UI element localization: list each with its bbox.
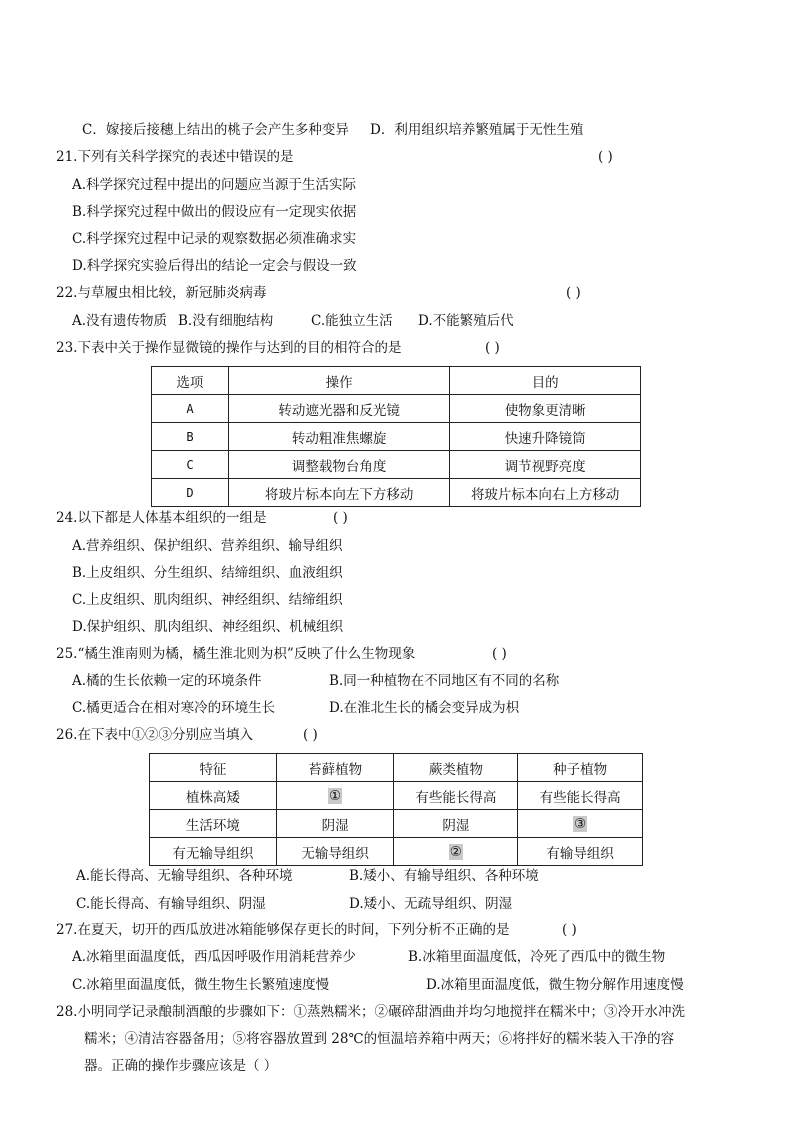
table-cell: 有输导组织 xyxy=(518,838,643,866)
table-row xyxy=(152,423,641,451)
table-header-cell: 种子植物 xyxy=(518,754,643,782)
q23-table xyxy=(151,366,641,507)
q24-option-b: B.上皮组织、分生组织、结缔组织、血液组织 xyxy=(72,565,343,581)
q20-option-c: C．嫁接后接穗上结出的桃子会产生多种变异 xyxy=(82,122,349,138)
table-cell: 阴湿 xyxy=(276,810,394,838)
table-cell: 阴湿 xyxy=(394,810,518,838)
q24-option-d: D.保护组织、肌肉组织、神经组织、机械组织 xyxy=(72,619,344,635)
q26-answer-bracket: ( ) xyxy=(303,727,318,743)
q26-option-c: C.能长得高、有输导组织、阴湿 xyxy=(76,896,266,912)
table-cell: A xyxy=(152,395,229,423)
q27-option-d: D.冰箱里面温度低，微生物分解作用速度慢 xyxy=(426,977,684,993)
table-cell: 将玻片标本向右上方移动 xyxy=(450,479,641,507)
table-row xyxy=(152,395,641,423)
q27-option-b: B.冰箱里面温度低，冷死了西瓜中的微生物 xyxy=(408,949,666,965)
table-cell xyxy=(276,782,394,810)
q25-stem: 25.“橘生淮南则为橘，橘生淮北则为枳”反映了什么生物现象 xyxy=(56,646,416,662)
q23-answer-bracket: ( ) xyxy=(485,340,500,356)
table-cell: 无输导组织 xyxy=(276,838,394,866)
q24-answer-bracket: ( ) xyxy=(333,510,348,526)
q21-option-d: D.科学探究实验后得出的结论一定会与假设一致 xyxy=(72,258,357,274)
table-cell: 将玻片标本向左下方移动 xyxy=(228,479,450,507)
table-header-cell: 操作 xyxy=(228,367,450,395)
q26-option-b: B.矮小、有输导组织、各种环境 xyxy=(349,868,539,884)
table-cell: 转动粗准焦螺旋 xyxy=(228,423,450,451)
q22-option-d: D.不能繁殖后代 xyxy=(418,313,514,329)
q26-option-d: D.矮小、无疏导组织、阴湿 xyxy=(349,896,513,912)
table-row xyxy=(152,451,641,479)
q25-option-b: B.同一种植物在不同地区有不同的名称 xyxy=(329,673,560,689)
q25-answer-bracket: ( ) xyxy=(492,646,507,662)
q27-option-a: A.冰箱里面温度低，西瓜因呼吸作用消耗营养少 xyxy=(72,949,357,965)
table-cell: C xyxy=(152,451,229,479)
table-header-row xyxy=(152,367,641,395)
table-cell: 转动遮光器和反光镜 xyxy=(228,395,450,423)
q22-option-b: B.没有细胞结构 xyxy=(178,313,274,329)
table-cell xyxy=(518,810,643,838)
table-cell: 调节视野亮度 xyxy=(450,451,641,479)
q22-answer-bracket: ( ) xyxy=(566,285,581,301)
table-header-row xyxy=(150,754,643,782)
q28-line-1: 28.小明同学记录酿制酒酿的步骤如下：①蒸熟糯米；②碾碎甜酒曲并均匀地搅拌在糯米中；③冷开水冲洗 xyxy=(56,1004,685,1020)
table-cell: B xyxy=(152,423,229,451)
table-header-cell: 目的 xyxy=(450,367,641,395)
table-cell: 植株高矮 xyxy=(150,782,277,810)
table-header-cell: 苔藓植物 xyxy=(276,754,394,782)
table-header-cell: 选项 xyxy=(152,367,229,395)
q24-option-a: A.营养组织、保护组织、营养组织、输导组织 xyxy=(72,538,343,554)
table-cell: 快速升降镜筒 xyxy=(450,423,641,451)
table-cell: 有些能长得高 xyxy=(518,782,643,810)
q27-stem: 27.在夏天，切开的西瓜放进冰箱能够保存更长的时间，下列分析不正确的是 xyxy=(56,922,510,938)
table-row xyxy=(150,782,643,810)
q25-option-c: C.橘更适合在相对寒冷的环境生长 xyxy=(72,700,276,716)
q21-answer-bracket: ( ) xyxy=(598,149,613,165)
table-row xyxy=(150,810,643,838)
q26-option-a: A.能长得高、无输导组织、各种环境 xyxy=(76,868,293,884)
table-cell xyxy=(394,838,518,866)
table-row xyxy=(150,838,643,866)
table-header-cell: 蕨类植物 xyxy=(394,754,518,782)
q25-option-d: D.在淮北生长的橘会变异成为枳 xyxy=(329,700,520,716)
q22-option-a: A.没有遗传物质 xyxy=(72,313,168,329)
table-cell: 使物象更清晰 xyxy=(450,395,641,423)
table-cell: 生活环境 xyxy=(150,810,277,838)
q21-option-a: A.科学探究过程中提出的问题应当源于生活实际 xyxy=(72,177,357,193)
q23-stem: 23.下表中关于操作显微镜的操作与达到的目的相符合的是 xyxy=(56,340,402,356)
q24-option-c: C.上皮组织、肌肉组织、神经组织、结缔组织 xyxy=(72,592,343,608)
table-cell: 有些能长得高 xyxy=(394,782,518,810)
table-cell: 有无输导组织 xyxy=(150,838,277,866)
q21-stem: 21.下列有关科学探究的表述中错误的是 xyxy=(56,149,294,165)
q28-line-3: 器。正确的操作步骤应该是（ ） xyxy=(84,1058,278,1074)
blank-marker: ③ xyxy=(574,815,587,832)
q25-option-a: A.橘的生长依赖一定的环境条件 xyxy=(72,673,262,689)
q28-line-2: 糯米；④清洁容器备用；⑤将容器放置到 28℃的恒温培养箱中两天；⑥将拌好的糯米装入干净的容 xyxy=(84,1031,675,1047)
table-row xyxy=(152,479,641,507)
q21-option-c: C.科学探究过程中记录的观察数据必须准确求实 xyxy=(72,231,357,247)
q26-stem: 26.在下表中①②③分别应当填入 xyxy=(56,727,253,743)
q27-option-c: C.冰箱里面温度低，微生物生长繁殖速度慢 xyxy=(72,977,330,993)
q21-option-b: B.科学探究过程中做出的假设应有一定现实依据 xyxy=(72,204,357,220)
q26-table xyxy=(149,753,643,866)
q22-option-c: C.能独立生活 xyxy=(311,313,393,329)
table-header-cell: 特征 xyxy=(150,754,277,782)
table-cell: D xyxy=(152,479,229,507)
q20-option-d: D．利用组织培养繁殖属于无性生殖 xyxy=(370,122,584,138)
q22-stem: 22.与草履虫相比较，新冠肺炎病毒 xyxy=(56,285,267,301)
table-cell: 调整载物台角度 xyxy=(228,451,450,479)
blank-marker: ① xyxy=(329,787,342,804)
q27-answer-bracket: ( ) xyxy=(562,922,577,938)
q24-stem: 24.以下都是人体基本组织的一组是 xyxy=(56,510,267,526)
blank-marker: ② xyxy=(449,843,462,860)
